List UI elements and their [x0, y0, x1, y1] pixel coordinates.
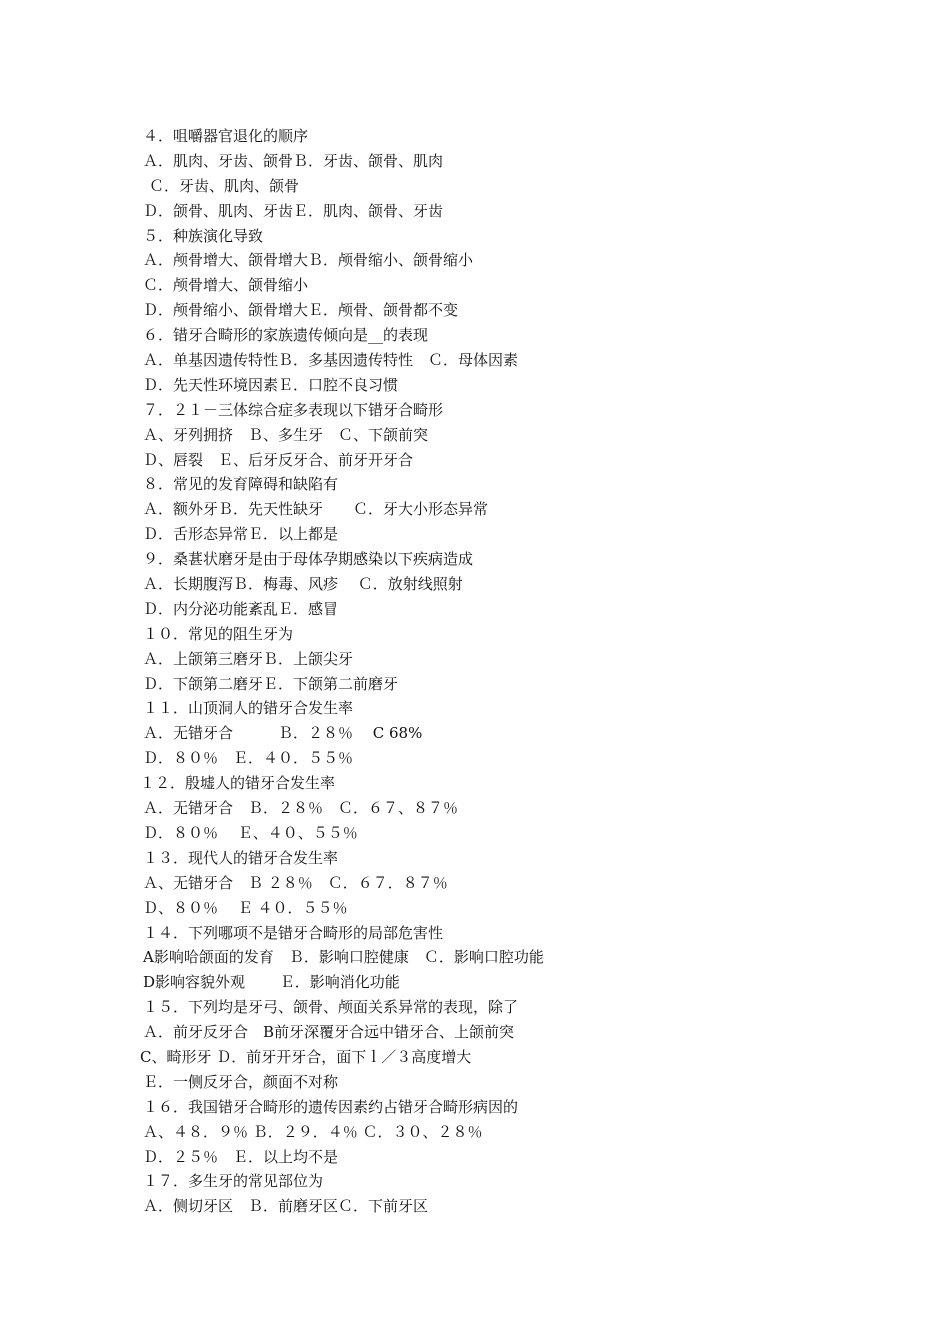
text-line: Ｄ、８０％ Ｅ ４０．５５％ [143, 898, 348, 917]
text-line: ５．种族演化导致 [143, 226, 264, 245]
text-line: Ｄ．内分泌功能紊乱Ｅ．感冒 [143, 599, 339, 618]
text-line: Ｃ．颅骨增大、颌骨缩小 [143, 276, 309, 295]
text-line: Ａ．无错牙合 Ｂ．２８％ Ｃ．６７、８７％ [143, 799, 459, 818]
text-line: Ｄ．颅骨缩小、颌骨增大Ｅ．颅骨、颌骨都不变 [143, 301, 459, 320]
text-line: Ｄ．舌形态异常Ｅ．以上都是 [143, 525, 339, 544]
text-line: Ａ．单基因遗传特性Ｂ．多基因遗传特性 Ｃ．母体因素 [143, 351, 519, 370]
text-line: Ｄ．２５％ Ｅ．以上均不是 [143, 1147, 339, 1166]
text-line: １２．殷墟人的错牙合发生率 [140, 774, 336, 793]
text-line: Ｄ．颌骨、肌肉、牙齿Ｅ．肌肉、颌骨、牙齿 [143, 201, 444, 220]
text-line: ８．常见的发育障碍和缺陷有 [143, 475, 339, 494]
text-line: Ｄ．下颌第二磨牙Ｅ．下颌第二前磨牙 [143, 674, 399, 693]
question-list [140, 124, 923, 1219]
text-line: Ｄ．８０％ Ｅ．４０．５５％ [143, 749, 354, 768]
text-line: Ａ、牙列拥挤 Ｂ、多生牙 Ｃ、下颌前突 [143, 425, 429, 444]
text-line: Ｄ．先天性环境因素Ｅ．口腔不良习惯 [143, 375, 399, 394]
text-line: D影响容貌外观 Ｅ．影响消化功能 [143, 973, 400, 992]
text-line: ９．桑葚状磨牙是由于母体孕期感染以下疾病造成 [143, 550, 474, 569]
text-line: Ａ．上颌第三磨牙Ｂ．上颌尖牙 [143, 649, 354, 668]
text-line: Ｅ．一侧反牙合，颜面不对称 [143, 1072, 339, 1091]
text-line: Ａ．肌肉、牙齿、颌骨Ｂ．牙齿、颌骨、肌肉 [143, 151, 444, 170]
text-line: A影响哈颌面的发育 Ｂ．影响口腔健康 Ｃ．影响口腔功能 [143, 948, 544, 967]
text-line: ６．错牙合畸形的家族遗传倾向是__的表现 [143, 326, 429, 345]
text-line: Ｄ、唇裂 Ｅ、后牙反牙合、前牙开牙合 [143, 450, 414, 469]
text-line: Ａ．额外牙Ｂ．先天性缺牙 Ｃ．牙大小形态异常 [143, 500, 489, 519]
text-line: C、畸形牙 Ｄ．前牙开牙合，面下ｌ／３高度增大 [140, 1047, 472, 1066]
text-line: １０．常见的阻生牙为 [143, 624, 294, 643]
text-line: １４．下列哪项不是错牙合畸形的局部危害性 [143, 923, 444, 942]
text-line: Ｄ．８０％ Ｅ、４０、５５％ [143, 823, 358, 842]
text-line: １６．我国错牙合畸形的遗传因素约占错牙合畸形病因的 [143, 1097, 519, 1116]
text-line: Ａ．颅骨增大、颌骨增大Ｂ．颅骨缩小、颌骨缩小 [143, 251, 474, 270]
text-line: Ｃ．牙齿、肌肉、颌骨 [149, 176, 300, 195]
text-line: Ａ．长期腹泻Ｂ．梅毒、风疹 Ｃ．放射线照射 [143, 575, 463, 594]
text-line: Ａ．前牙反牙合 B前牙深覆牙合远中错牙合、上颌前突 [143, 1023, 515, 1042]
text-line: １３．现代人的错牙合发生率 [143, 848, 339, 867]
text-line: Ａ、４８．９％ Ｂ．２９．４％ Ｃ．３０、２８％ [143, 1122, 483, 1141]
text-line: ７．２１－三体综合症多表现以下错牙合畸形 [143, 400, 444, 419]
text-line: ４．咀嚼器官退化的顺序 [143, 127, 309, 145]
text-line: １５．下列均是牙弓、颌骨、颅面关系异常的表现，除了 [143, 998, 519, 1017]
text-line: Ａ、无错牙合 Ｂ ２８％ Ｃ．６７．８７％ [143, 873, 448, 892]
text-line: Ａ．无错牙合 Ｂ．２８％ C 68% [143, 724, 423, 743]
text-line: １１．山顶洞人的错牙合发生率 [143, 699, 354, 718]
text-line: １７．多生牙的常见部位为 [143, 1172, 324, 1191]
text-line: Ａ．侧切牙区 Ｂ．前磨牙区Ｃ．下前牙区 [143, 1197, 429, 1216]
